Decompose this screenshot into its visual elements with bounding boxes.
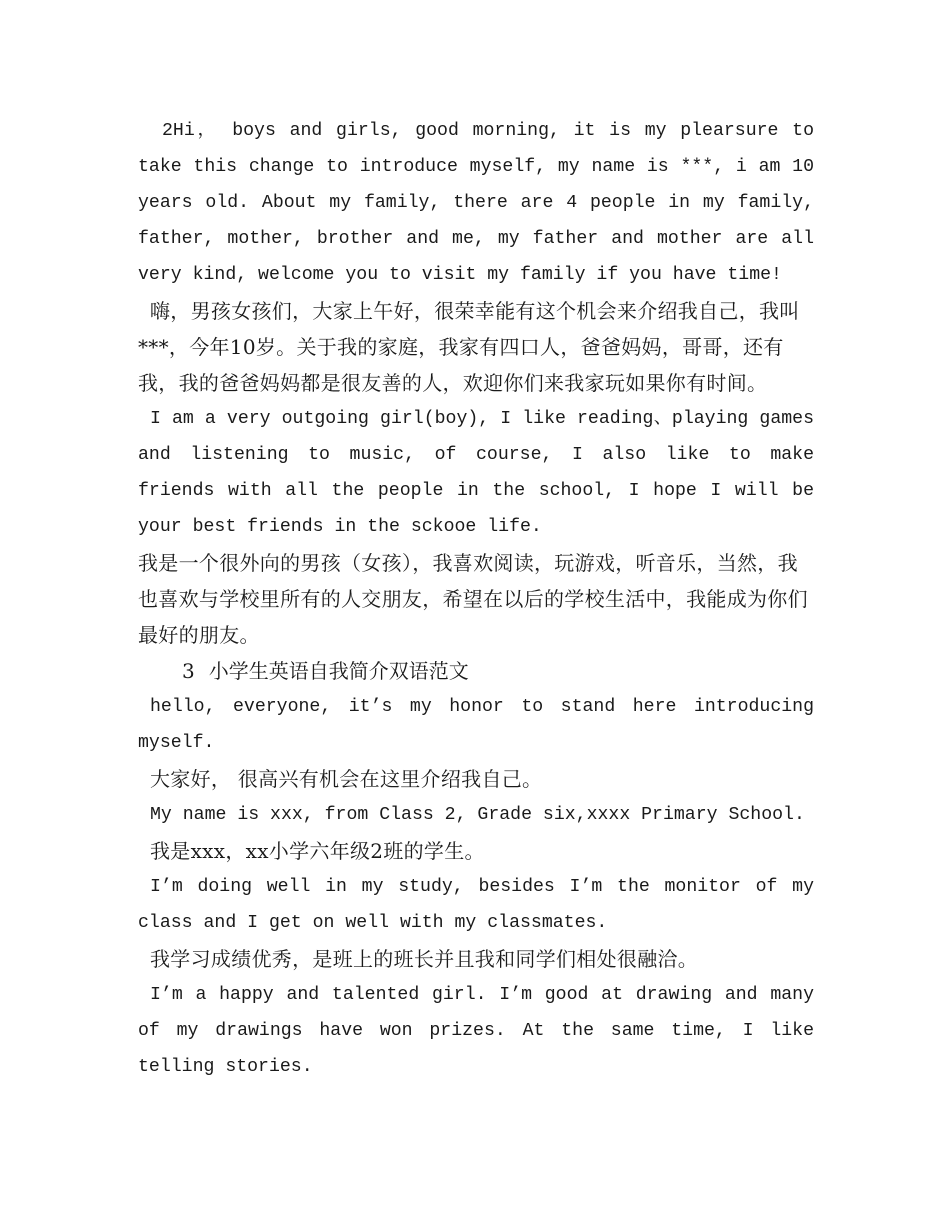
paragraph-study-zh: 我学习成绩优秀，是班上的班长并且我和同学们相处很融洽。 [150,947,699,971]
paragraph-intro-zh: 嗨，男孩女孩们，大家上午好，很荣幸能有这个机会来介绍我自己，我叫***，今年10岁。关于我的家庭，我家有四口人，爸爸妈妈，哥哥，还有我，我的爸爸妈妈都是很友善的人，欢迎你们来我家玩如果你有时间。 [138,299,800,395]
paragraph-intro-en: 2Hi， boys and girls, good morning, it is my plearsure to take this change to introduce myself, my name is ***, i am 10 years old. About my family, there are 4 people in my family, father, mother, brother and me, my father and mother are all very kind, welcome you to visit my family if you have time! [138,121,814,285]
paragraph-talent-en: I’m a happy and talented girl. I’m good at drawing and many of my drawings have won prizes. At the same time, I like telling stories. [138,985,814,1077]
paragraph-study-en: I’m doing well in my study, besides I’m the monitor of my class and I get on well with my classmates. [138,877,814,933]
paragraph-hobbies-zh: 我是一个很外向的男孩（女孩），我喜欢阅读，玩游戏，听音乐，当然，我也喜欢与学校里所有的人交朋友，希望在以后的学校生活中，我能成为你们最好的朋友。 [138,551,808,647]
paragraph-name-en: My name is xxx, from Class 2, Grade six,xxxx Primary School. [150,805,805,825]
section-number: 3 [182,659,195,683]
paragraph-hobbies-en: I am a very outgoing girl(boy), I like reading、playing games and listening to music, of course, I also like to make friends with all the people in the school, I hope I will be your best friends in the sckooe life. [138,409,814,537]
section-heading [138,653,814,689]
paragraph-name-zh: 我是xxx，xx小学六年级2班的学生。 [150,839,485,863]
paragraph-greeting-zh: 大家好， 很高兴有机会在这里介绍我自己。 [150,767,543,791]
section-title: 小学生英语自我简介双语范文 [208,659,469,683]
paragraph-greeting-en: hello, everyone, it’s my honor to stand here introducing myself. [138,697,814,753]
document-page [138,113,814,1085]
